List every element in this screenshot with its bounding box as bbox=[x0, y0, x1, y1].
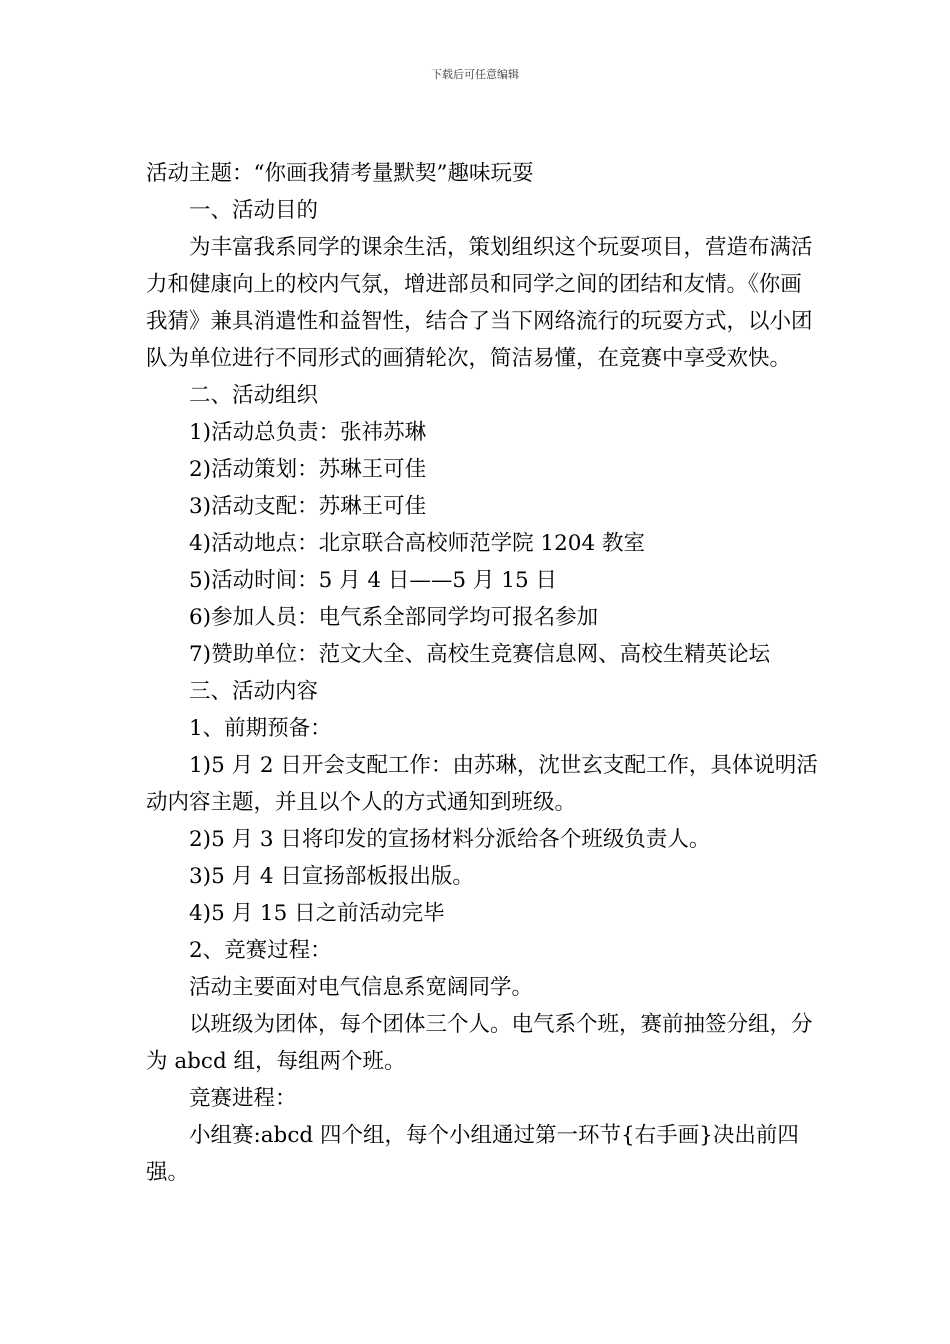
paragraph-grouping: 以班级为团体，每个团体三个人。电气系个班，赛前抽签分组，分为 abcd 组，每组两个班。 bbox=[146, 1012, 813, 1074]
list-item-organization: 7)赞助单位：范文大全、高校生竞赛信息网、高校生精英论坛 bbox=[189, 642, 771, 667]
list-item-organization: 3)活动支配：苏琳王可佳 bbox=[189, 494, 427, 519]
list-item-organization: 4)活动地点：北京联合高校师范学院 1204 教室 bbox=[189, 531, 645, 556]
list-item-organization: 5)活动时间：5 月 4 日——5 月 15 日 bbox=[189, 568, 557, 593]
list-item-preparation: 2)5 月 3 日将印发的宣扬材料分派给各个班级负责人。 bbox=[189, 827, 711, 852]
section-heading-purpose: 一、活动目的 bbox=[189, 198, 319, 223]
section-heading-content: 三、活动内容 bbox=[189, 679, 319, 704]
paragraph-audience: 活动主要面对电气信息系宽阔同学。 bbox=[189, 975, 534, 1000]
document-body bbox=[146, 155, 818, 1191]
page-header-note: 下载后可任意编辑 bbox=[431, 68, 519, 81]
list-item-preparation: 3)5 月 4 日宣扬部板报出版。 bbox=[189, 864, 474, 889]
list-item-preparation: 4)5 月 15 日之前活动完毕 bbox=[189, 901, 445, 926]
subheading-competition-progress: 竞赛进程： bbox=[189, 1086, 297, 1111]
list-item-organization: 1)活动总负责：张祎苏琳 bbox=[189, 420, 427, 445]
document-title: 活动主题：“你画我猜考量默契”趣味玩耍 bbox=[146, 161, 534, 186]
subheading-preparation: 1、前期预备： bbox=[189, 716, 332, 741]
subheading-competition-process: 2、竞赛过程： bbox=[189, 938, 332, 963]
list-item-preparation: 1)5 月 2 日开会支配工作：由苏琳，沈世玄支配工作，具体说明活动内容主题，并且以个人的方式通知到班级。 bbox=[146, 753, 818, 815]
paragraph-purpose: 为丰富我系同学的课余生活，策划组织这个玩耍项目，营造布满活力和健康向上的校内气氛，增进部员和同学之间的团结和友情。《你画我猜》兼具消遣性和益智性，结合了当下网络流行的玩耍方式，以小团队为单位进行不同形式的画猜轮次，简洁易懂，在竞赛中享受欢快。 bbox=[146, 235, 813, 371]
section-heading-organization: 二、活动组织 bbox=[189, 383, 319, 408]
list-item-organization: 2)活动策划：苏琳王可佳 bbox=[189, 457, 427, 482]
paragraph-group-stage: 小组赛:abcd 四个组，每个小组通过第一环节{右手画}决出前四强。 bbox=[146, 1123, 799, 1185]
list-item-organization: 6)参加人员：电气系全部同学均可报名参加 bbox=[189, 605, 599, 630]
